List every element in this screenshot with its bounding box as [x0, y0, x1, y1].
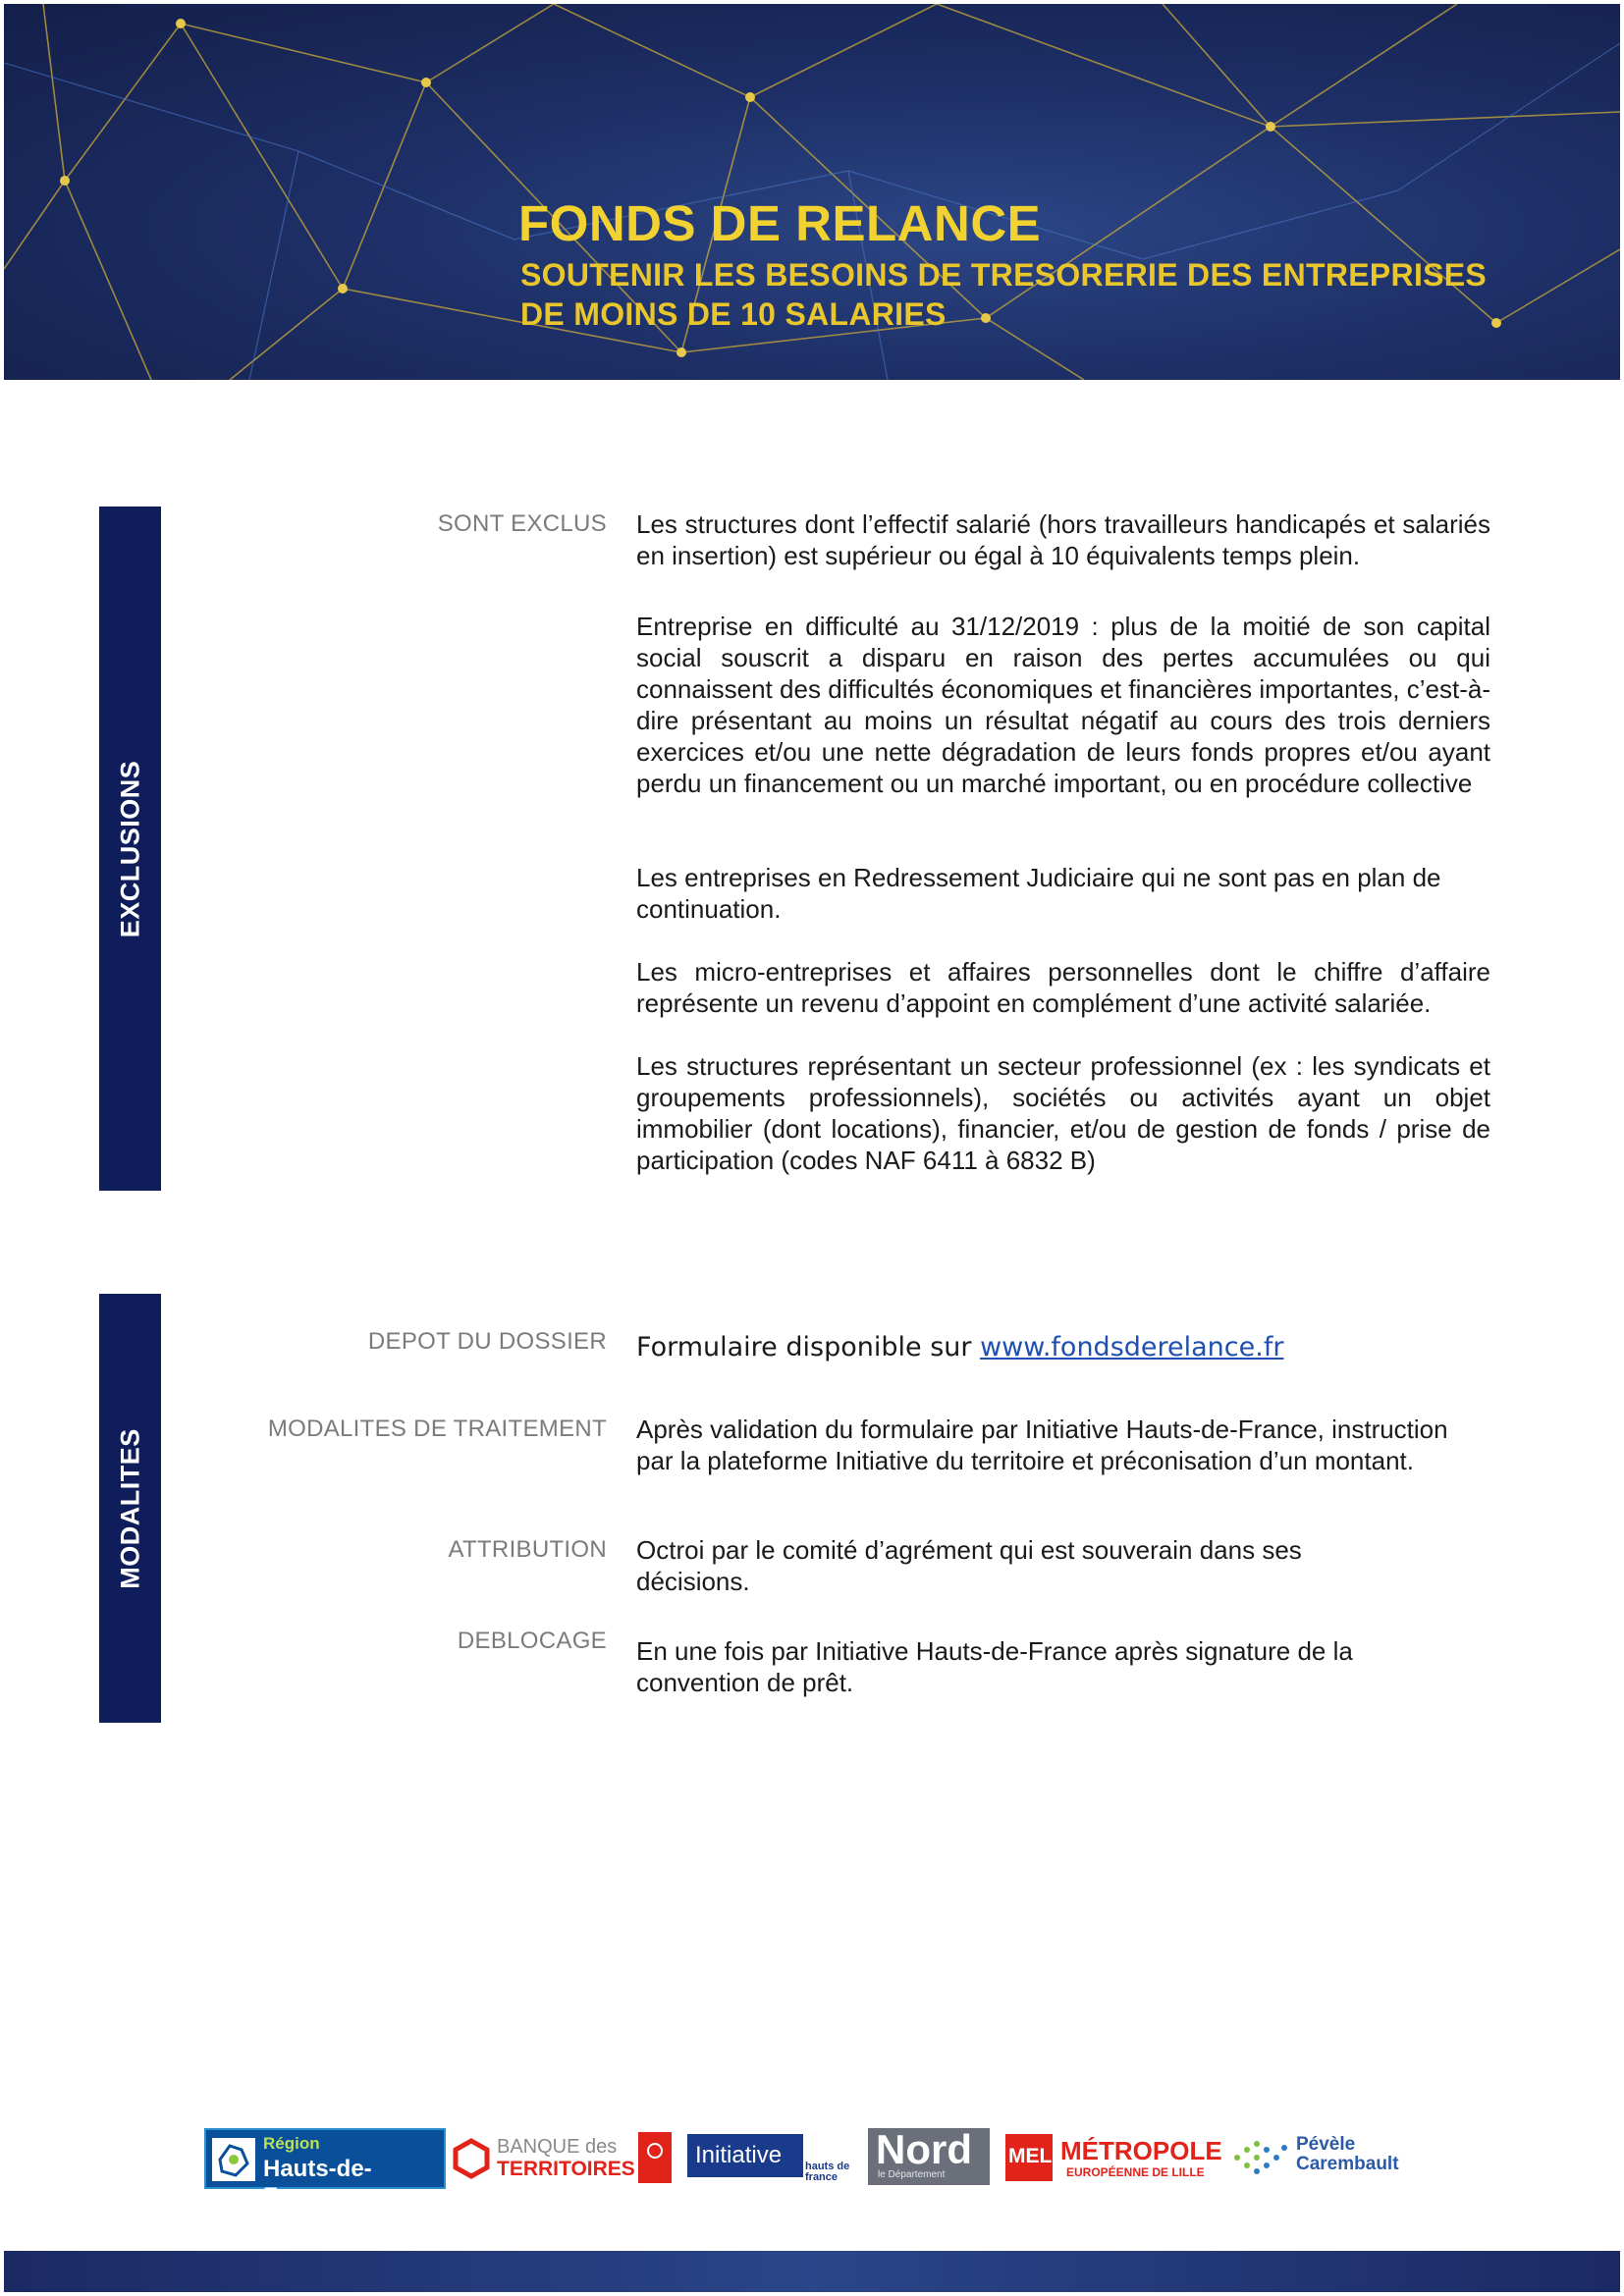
deblocage-label: DEBLOCAGE	[457, 1628, 607, 1654]
banque-hexagon-icon	[452, 2138, 491, 2179]
banque-line-1: BANQUE des	[497, 2136, 618, 2158]
header-banner	[4, 4, 1620, 380]
logo-pevele-mark	[1229, 2134, 1290, 2181]
initiative-sub-text: hauts de france	[805, 2161, 850, 2183]
exclusion-paragraph-5: Les structures représentant un secteur professionnel (ex : les syndicats et groupements professionnels), sociétés ou activités ayant un objet immobilier (dont locations), financier, et/ou de gestion de fonds / prise de participation (codes NAF 6411 à 6832 B)	[636, 1051, 1490, 1175]
region-small-text: Région	[263, 2134, 320, 2153]
exclusion-paragraph-1: Les structures dont l’effectif salarié (hors travailleurs handicapés et salariés en insertion) est supérieur ou égal à 10 équivalents temps plein.	[636, 509, 1490, 570]
caisse-emblem-icon	[646, 2142, 664, 2160]
depot-dossier-text	[636, 1332, 1490, 1363]
traitement-label: MODALITES DE TRAITEMENT	[267, 1415, 607, 1442]
metropole-line-1: MÉTROPOLE	[1060, 2136, 1222, 2165]
exclusions-side-bar	[99, 507, 161, 1191]
modalites-side-bar	[99, 1294, 161, 1723]
attribution-label: ATTRIBUTION	[448, 1536, 607, 1563]
page-title: FONDS DE RELANCE	[518, 195, 1042, 251]
traitement-text: Après validation du formulaire par Initiative Hauts-de-France, instruction par la plateforme Initiative du territoire et préconisation d’un montant.	[636, 1415, 1448, 1475]
pevele-line-1: Pévèle	[1296, 2134, 1356, 2155]
logo-caisse-des-depots	[638, 2132, 672, 2183]
nord-sub-text: le Département	[878, 2169, 946, 2180]
fondsderelance-link[interactable]: www.fondsderelance.fr	[980, 1332, 1284, 1362]
attribution-text: Octroi par le comité d’agrément qui est souverain dans ses décisions.	[636, 1535, 1302, 1596]
exclusions-side-label: EXCLUSIONS	[115, 760, 144, 937]
exclusion-paragraph-3: Les entreprises en Redressement Judiciaire qui ne sont pas en plan de continuation.	[636, 863, 1441, 924]
region-big-text: Hauts-de-France	[263, 2156, 372, 2210]
exclusion-paragraph-2: Entreprise en difficulté au 31/12/2019 : plus de la moitié de son capital social souscrit a disparu en raison des pertes accumulées ou qui connaissent des difficultés économiques et financières importantes, c’est-à-dire présentant au moins un résultat négatif au cours des trois derniers exercices et/ou une nette dégradation de leurs fonds propres et/ou ayant perdu un financement ou un marché important, ou en procédure collective	[636, 612, 1490, 798]
depot-text: Formulaire disponible sur	[636, 1332, 981, 1362]
region-map-icon	[212, 2138, 255, 2181]
logo-banque-des-territoires	[452, 2128, 635, 2185]
sont-exclus-label: SONT EXCLUS	[437, 510, 607, 537]
banque-line-2: TERRITOIRES	[497, 2158, 635, 2180]
deblocage-text: En une fois par Initiative Hauts-de-France après signature de la convention de prêt.	[636, 1636, 1353, 1697]
metropole-line-2: EUROPÉENNE DE LILLE	[1066, 2165, 1205, 2179]
mel-text: MEL	[1008, 2145, 1053, 2167]
subtitle-line-1: SOUTENIR LES BESOINS DE TRESORERIE DES ENTREPRISES	[520, 257, 1488, 293]
logo-initiative	[687, 2134, 803, 2177]
page-subtitle	[520, 255, 1581, 334]
pevele-line-2: Carembault	[1296, 2154, 1399, 2174]
exclusion-paragraph-4: Les micro-entreprises et affaires personnelles dont le chiffre d’affaire représente un revenu d’appoint en complément d’une activité salariée.	[636, 957, 1490, 1018]
pevele-dots-icon	[1229, 2134, 1290, 2181]
partner-logos	[204, 2126, 1402, 2210]
modalites-side-label: MODALITES	[115, 1427, 144, 1589]
logo-mel	[1005, 2134, 1053, 2181]
depot-dossier-label: DEPOT DU DOSSIER	[367, 1328, 607, 1355]
nord-text: Nord	[876, 2126, 972, 2172]
logo-region-hauts-de-france	[204, 2128, 446, 2210]
initiative-text: Initiative	[695, 2142, 783, 2168]
subtitle-line-2: DE MOINS DE 10 SALARIES	[520, 296, 947, 332]
footer-bar	[4, 2251, 1620, 2292]
logo-nord	[868, 2128, 990, 2185]
